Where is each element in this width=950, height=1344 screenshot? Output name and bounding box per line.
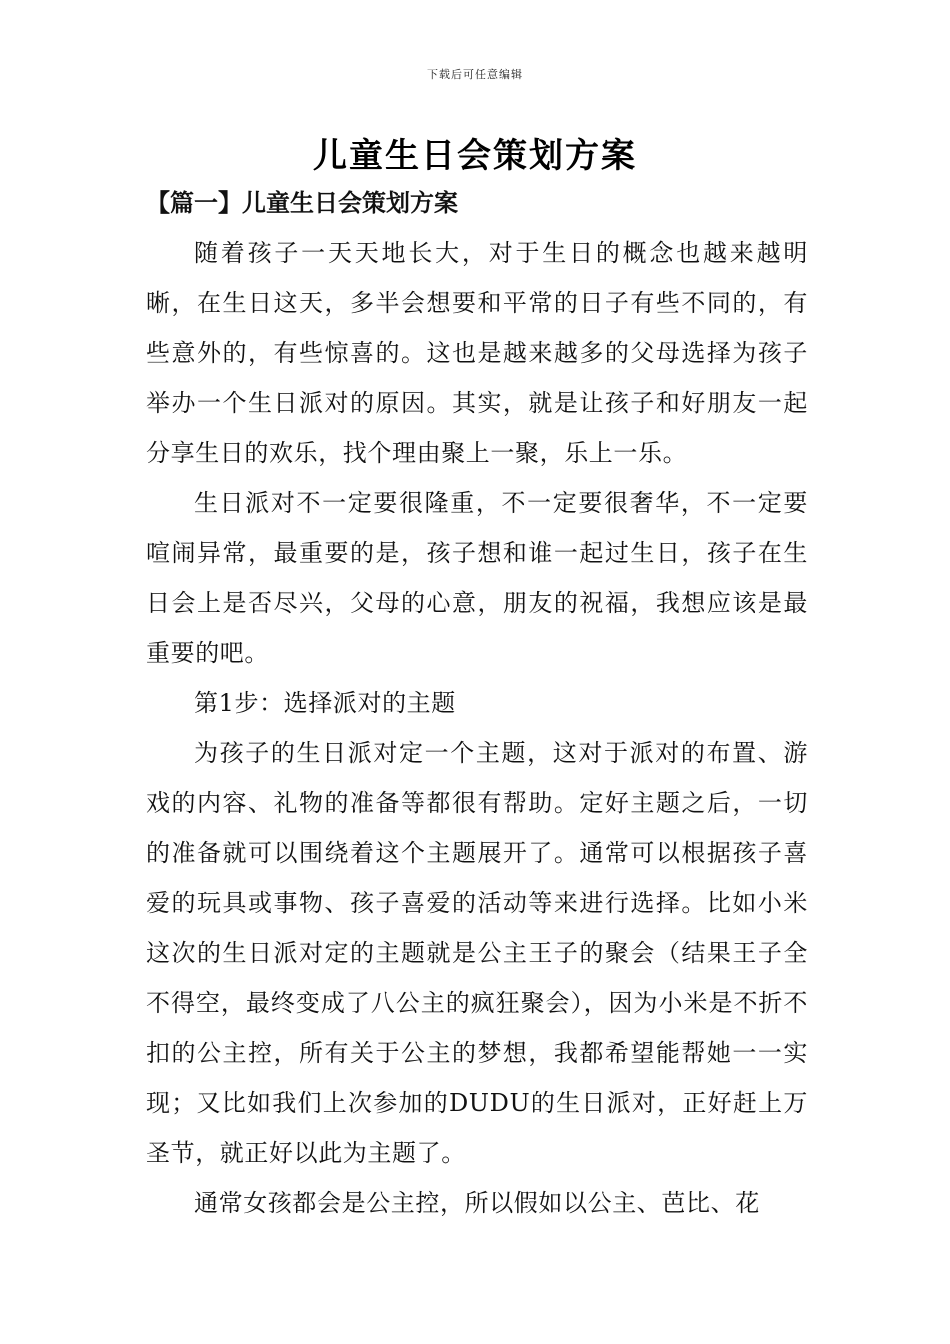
paragraph-intro: 随着孩子一天天地长大，对于生日的概念也越来越明晰，在生日这天，多半会想要和平常的日子有些不同的，有些意外的，有些惊喜的。这也是越来越多的父母选择为孩子举办一个生日派对的原因。其实，就是让孩子和好朋友一起分享生日的欢乐，找个理由聚上一聚，乐上一乐。 <box>146 239 808 467</box>
paragraph-continued: 通常女孩都会是公主控，所以假如以公主、芭比、花 <box>194 1189 760 1217</box>
paragraph-theme: 为孩子的生日派对定一个主题，这对于派对的布置、游戏的内容、礼物的准备等都很有帮助。定好主题之后，一切的准备就可以围绕着这个主题展开了。通常可以根据孩子喜爱的玩具或事物、孩子喜爱的活动等来进行选择。比如小米这次的生日派对定的主题就是公主王子的聚会（结果王子全不得空，最终变成了八公主的疯狂聚会），因为小米是不折不扣的公主控，所有关于公主的梦想，我都希望能帮她一一实现；又比如我们上次参加的DUDU的生日派对，正好赶上万圣节，就正好以此为主题了。 <box>146 739 808 1167</box>
header-note: 下载后可任意编辑 <box>427 68 523 81</box>
step-heading: 第1步：选择派对的主题 <box>194 689 456 717</box>
document-body <box>146 228 808 1228</box>
section-heading: 【篇一】儿童生日会策划方案 <box>146 188 458 217</box>
document-title: 儿童生日会策划方案 <box>313 136 637 176</box>
paragraph-importance: 生日派对不一定要很隆重，不一定要很奢华，不一定要喧闹异常，最重要的是，孩子想和谁一起过生日，孩子在生日会上是否尽兴，父母的心意，朋友的祝福，我想应该是最重要的吧。 <box>146 489 808 667</box>
